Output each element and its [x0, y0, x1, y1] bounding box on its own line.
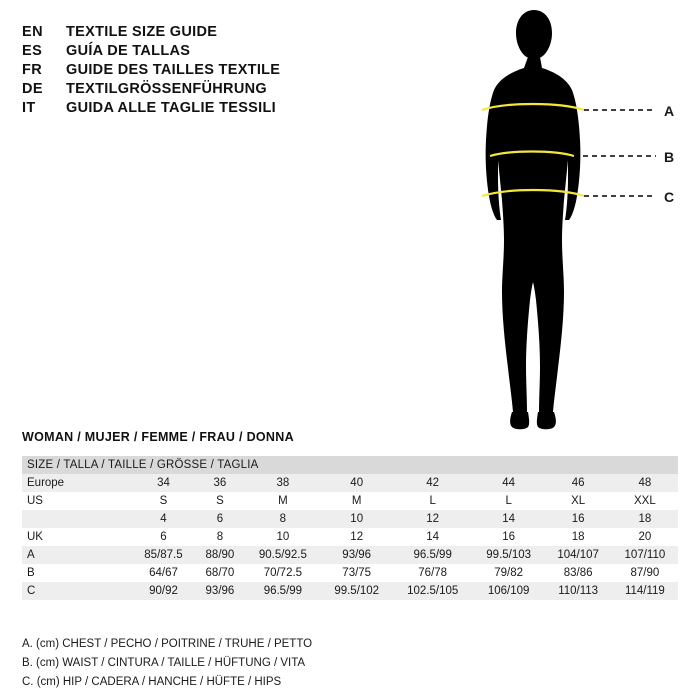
cell: 88/90 [195, 546, 245, 564]
cell: 73/75 [321, 564, 393, 582]
cell: 104/107 [544, 546, 611, 564]
language-code: IT [22, 100, 36, 116]
cell: 4 [132, 510, 195, 528]
table-row [22, 582, 678, 600]
cell: 18 [612, 510, 678, 528]
language-title: GUÍA DE TALLAS [66, 43, 191, 59]
cell: XL [544, 492, 611, 510]
measurement-legend [22, 635, 312, 692]
language-row [22, 100, 492, 116]
legend-item-hip: C. (cm) HIP / CADERA / HANCHE / HÜFTE / HIPS [22, 675, 282, 688]
cell: 70/72.5 [245, 564, 321, 582]
table-row [22, 546, 678, 564]
cell: 93/96 [195, 582, 245, 600]
cell: 42 [393, 474, 473, 492]
language-row [22, 81, 492, 97]
cell: 64/67 [132, 564, 195, 582]
cell: 99.5/102 [321, 582, 393, 600]
cell: 102.5/105 [393, 582, 473, 600]
marker-leader-lines [574, 110, 656, 196]
language-title: TEXTILE SIZE GUIDE [66, 24, 218, 40]
row-label: A [22, 546, 132, 564]
cell: 8 [195, 528, 245, 546]
cell: 96.5/99 [245, 582, 321, 600]
cell: 36 [195, 474, 245, 492]
cell: 76/78 [393, 564, 473, 582]
marker-label-b: B [664, 149, 675, 165]
cell: 48 [612, 474, 678, 492]
cell: 83/86 [544, 564, 611, 582]
cell: 79/82 [473, 564, 545, 582]
cell: 20 [612, 528, 678, 546]
language-code: EN [22, 24, 43, 40]
cell: 10 [321, 510, 393, 528]
row-label: C [22, 582, 132, 600]
row-label: Europe [22, 474, 132, 492]
cell: 85/87.5 [132, 546, 195, 564]
legend-item-chest: A. (cm) CHEST / PECHO / POITRINE / TRUHE / PETTO [22, 638, 313, 650]
cell: 38 [245, 474, 321, 492]
language-code: ES [22, 43, 43, 59]
cell: 106/109 [473, 582, 545, 600]
language-title-block [22, 24, 492, 119]
language-row [22, 62, 492, 78]
section-caption: WOMAN / MUJER / FEMME / FRAU / DONNA [22, 430, 294, 444]
cell: 6 [132, 528, 195, 546]
row-label: UK [22, 528, 132, 546]
cell: L [473, 492, 545, 510]
cell: XXL [612, 492, 678, 510]
cell: 6 [195, 510, 245, 528]
table-row [22, 528, 678, 546]
cell: 110/113 [544, 582, 611, 600]
row-label [22, 510, 132, 528]
cell: 99.5/103 [473, 546, 545, 564]
table-row [22, 564, 678, 582]
cell: 46 [544, 474, 611, 492]
row-label: B [22, 564, 132, 582]
cell: 8 [245, 510, 321, 528]
table-header-label: SIZE / TALLA / TAILLE / GRÖSSE / TAGLIA [22, 456, 678, 474]
marker-label-a: A [664, 103, 675, 119]
cell: 68/70 [195, 564, 245, 582]
table-row [22, 474, 678, 492]
language-row [22, 43, 492, 59]
cell: 18 [544, 528, 611, 546]
language-code: DE [22, 81, 43, 97]
legend-item-waist: B. (cm) WAIST / CINTURA / TAILLE / HÜFTUNG / VITA [22, 656, 306, 669]
language-code: FR [22, 62, 43, 78]
language-title: GUIDE DES TAILLES TEXTILE [66, 62, 281, 78]
size-table [22, 456, 678, 600]
cell: 16 [473, 528, 545, 546]
language-row [22, 24, 492, 40]
woman-silhouette-figure [460, 0, 700, 440]
cell: 87/90 [612, 564, 678, 582]
cell: M [245, 492, 321, 510]
language-title: GUIDA ALLE TAGLIE TESSILI [66, 100, 276, 116]
table-header-row [22, 456, 678, 474]
cell: 12 [393, 510, 473, 528]
row-label: US [22, 492, 132, 510]
cell: 14 [393, 528, 473, 546]
table-row [22, 510, 678, 528]
table-row [22, 492, 678, 510]
marker-label-c: C [664, 189, 675, 205]
cell: 34 [132, 474, 195, 492]
cell: 90/92 [132, 582, 195, 600]
cell: L [393, 492, 473, 510]
cell: 10 [245, 528, 321, 546]
language-title: TEXTILGRÖSSENFÜHRUNG [66, 81, 267, 97]
cell: 16 [544, 510, 611, 528]
cell: 93/96 [321, 546, 393, 564]
cell: 12 [321, 528, 393, 546]
cell: S [195, 492, 245, 510]
cell: S [132, 492, 195, 510]
cell: 114/119 [612, 582, 678, 600]
cell: 107/110 [612, 546, 678, 564]
cell: 14 [473, 510, 545, 528]
cell: 40 [321, 474, 393, 492]
cell: 90.5/92.5 [245, 546, 321, 564]
cell: 96.5/99 [393, 546, 473, 564]
cell: 44 [473, 474, 545, 492]
cell: M [321, 492, 393, 510]
silhouette-body [486, 10, 581, 429]
